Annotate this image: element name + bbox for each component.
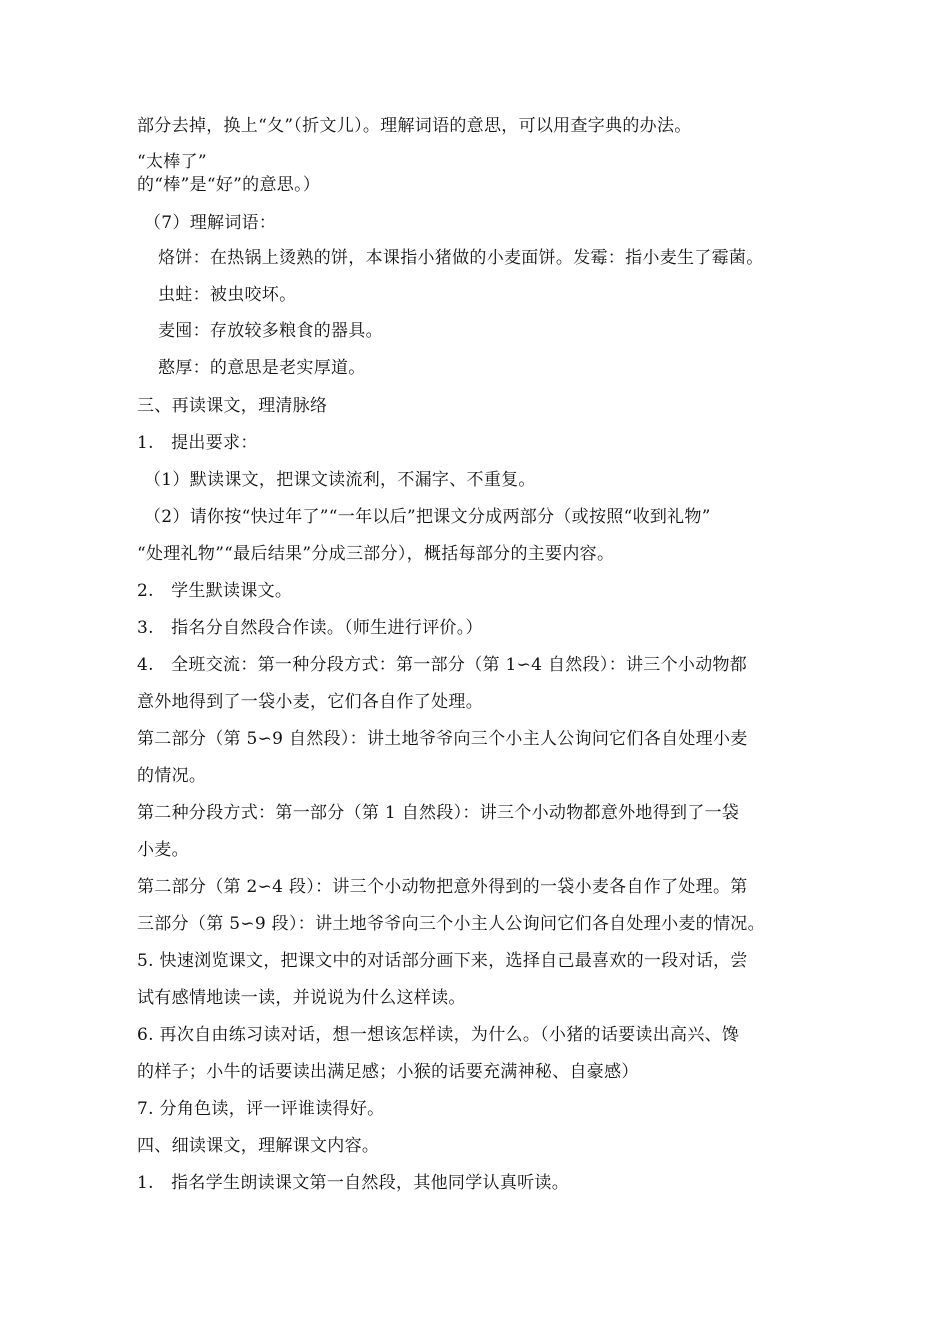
text-line-2: “太棒了” bbox=[137, 152, 207, 172]
text-line-10: 1. 提出要求： bbox=[137, 433, 258, 453]
text-line-26: 6. 再次自由练习读对话，想一想该怎样读，为什么。（小猪的话要读出高兴、馋 bbox=[137, 1025, 740, 1045]
text-line-4: （7）理解词语： bbox=[144, 213, 277, 233]
text-line-23: 三部分（第 5∽9 段）：讲土地爷爷向三个小主人公询问它们各自处理小麦的情况。 bbox=[137, 914, 765, 934]
text-line-18: 第二部分（第 5∽9 自然段）：讲土地爷爷向三个小主人公询问它们各自处理小麦 bbox=[137, 729, 748, 749]
text-line-12: （2）请你按“快过年了”“一年以后”把课文分成两部分（或按照“收到礼物” bbox=[144, 507, 711, 527]
text-line-6: 虫蛀：被虫咬坏。 bbox=[158, 285, 297, 305]
section-heading-4: 四、细读课文，理解课文内容。 bbox=[137, 1136, 380, 1156]
text-line-21: 小麦。 bbox=[137, 840, 189, 860]
text-line-14: 2. 学生默读课文。 bbox=[137, 581, 293, 601]
text-line-27: 的样子；小牛的话要读出满足感；小猴的话要充满神秘、自豪感） bbox=[137, 1062, 639, 1082]
text-line-16: 4. 全班交流：第一种分段方式：第一部分（第 1∽4 自然段）：讲三个小动物都 bbox=[137, 655, 748, 675]
text-line-25: 试有感情地读一读，并说说为什么这样读。 bbox=[137, 988, 466, 1008]
section-heading-3: 三、再读课文，理清脉络 bbox=[137, 396, 328, 416]
text-line-28: 7. 分角色读，评一评谁读得好。 bbox=[137, 1099, 385, 1119]
text-line-8: 憨厚：的意思是老实厚道。 bbox=[158, 358, 366, 378]
text-line-7: 麦囤：存放较多粮食的器具。 bbox=[158, 321, 383, 341]
text-line-15: 3. 指名分自然段合作读。（师生进行评价。） bbox=[137, 618, 483, 638]
text-line-17: 意外地得到了一袋小麦，它们各自作了处理。 bbox=[137, 692, 483, 712]
text-line-20: 第二种分段方式：第一部分（第 1 自然段）：讲三个小动物都意外地得到了一袋 bbox=[137, 803, 740, 823]
text-line-3: 的“棒”是“好”的意思。） bbox=[137, 175, 321, 195]
text-line-11: （1）默读课文，把课文读流利，不漏字、不重复。 bbox=[144, 470, 536, 490]
text-line-19: 的情况。 bbox=[137, 766, 207, 786]
text-line-1: 部分去掉，换上“夂”（折文儿）。理解词语的意思，可以用查字典的办法。 bbox=[137, 116, 692, 136]
text-line-30: 1. 指名学生朗读课文第一自然段，其他同学认真听读。 bbox=[137, 1173, 570, 1193]
text-line-24: 5. 快速浏览课文，把课文中的对话部分画下来，选择自己最喜欢的一段对话，尝 bbox=[137, 951, 748, 971]
text-line-13: “处理礼物”“最后结果”分成三部分），概括每部分的主要内容。 bbox=[137, 544, 615, 564]
text-line-22: 第二部分（第 2∽4 段）：讲三个小动物把意外得到的一袋小麦各自作了处理。第 bbox=[137, 877, 748, 897]
text-line-5: 烙饼：在热锅上烫熟的饼，本课指小猪做的小麦面饼。发霉：指小麦生了霉菌。 bbox=[158, 248, 764, 268]
